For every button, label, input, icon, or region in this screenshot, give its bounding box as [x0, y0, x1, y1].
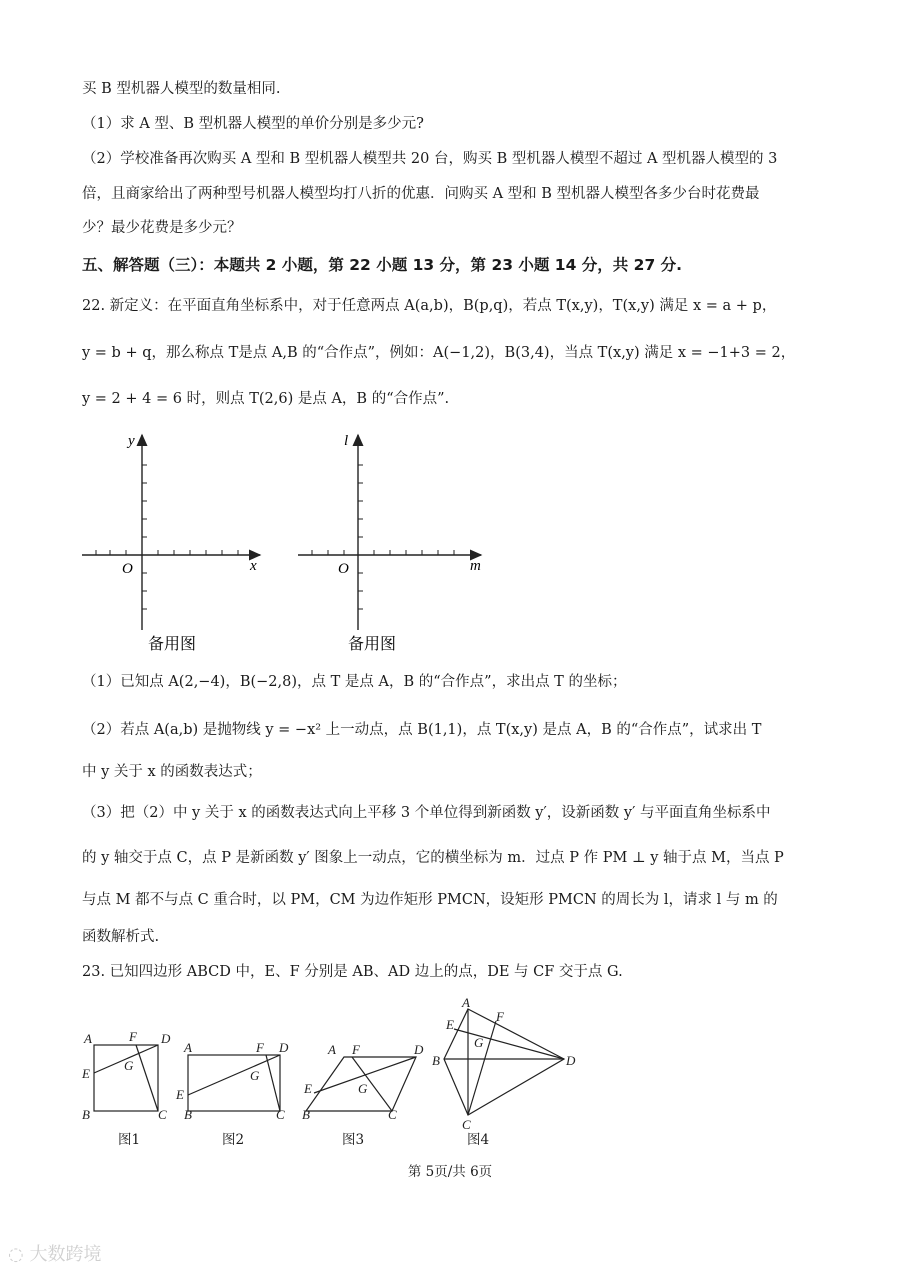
- watermark-logo: [8, 1240, 101, 1266]
- question-21-part-2-line-2: 倍，且商家给出了两种型号机器人模型均打八折的优惠．问购买 A 型和 B 型机器人模型各多少台时花费最: [82, 186, 760, 202]
- fig1-label-E: E: [82, 1066, 90, 1081]
- watermark-text: 大数跨境: [29, 1244, 102, 1265]
- fig3-label-F: F: [352, 1042, 360, 1057]
- fig2-label-A: A: [184, 1040, 192, 1055]
- fig2-label-F: F: [256, 1040, 264, 1055]
- figure-3-caption: 图3: [342, 1132, 365, 1148]
- fig4-label-D: D: [566, 1053, 576, 1068]
- graph-2: [298, 433, 481, 653]
- question-22-part-1: （1）已知点 A(2,−4)，B(−2,8)，点 T 是点 A，B 的“合作点”，求出点 T 的坐标；: [82, 674, 627, 690]
- graph-2-vertical-label: l: [344, 433, 349, 449]
- fig4-label-B: B: [432, 1053, 440, 1068]
- fig3-label-G: G: [358, 1081, 368, 1096]
- question-22-line-1: 22. 新定义：在平面直角坐标系中，对于任意两点 A(a,b)，B(p,q)，若点 T(x,y)，T(x,y) 满足 x = a + p，: [82, 298, 777, 314]
- fig1-label-C: C: [158, 1107, 167, 1122]
- graph-1-caption: 备用图: [148, 636, 197, 653]
- graph-2-origin: O: [338, 561, 349, 577]
- question-22-part-3-line-1: （3）把（2）中 y 关于 x 的函数表达式向上平移 3 个单位得到新函数 y′，设新函数 y′ 与平面直角坐标系中: [82, 805, 771, 821]
- question-21-part-2-line-1: （2）学校准备再次购买 A 型和 B 型机器人模型共 20 台，购买 B 型机器人模型不超过 A 型机器人模型的 3: [82, 151, 778, 167]
- question-23-stem: 23. 已知四边形 ABCD 中，E、F 分别是 AB、AD 边上的点，DE 与 CF 交于点 G.: [82, 964, 623, 980]
- graph-2-caption: 备用图: [348, 636, 397, 653]
- quadrilateral-figures: [76, 995, 596, 1150]
- figure-2: [188, 1055, 280, 1111]
- question-21-part-2-line-3: 少？最少花费是多少元？: [82, 220, 242, 236]
- fig2-label-B: B: [184, 1107, 192, 1122]
- question-21-part-1: （1）求 A 型、B 型机器人模型的单价分别是多少元?: [82, 116, 424, 132]
- fig4-label-F: F: [496, 1009, 504, 1024]
- question-22-part-2-line-2: 中 y 关于 x 的函数表达式；: [82, 764, 262, 780]
- question-22-part-3-line-4: 函数解析式.: [82, 929, 160, 945]
- blank-coordinate-graphs: [78, 425, 498, 665]
- graph-1-origin: O: [122, 561, 133, 577]
- fig4-label-C: C: [462, 1117, 471, 1132]
- question-22-part-3-line-2: 的 y 轴交于点 C，点 P 是新函数 y′ 图象上一动点，它的横坐标为 m．过点 P 作 PM ⊥ y 轴于点 M，当点 P: [82, 850, 784, 866]
- question-22-line-3: y = 2 + 4 = 6 时，则点 T(2,6) 是点 A，B 的“合作点”.: [82, 391, 450, 407]
- graph-1-y-label: y: [128, 433, 135, 449]
- fig2-label-E: E: [176, 1087, 184, 1102]
- page-footer: 第 5页/共 6页: [407, 1164, 493, 1180]
- fig2-label-C: C: [276, 1107, 285, 1122]
- fig1-label-B: B: [82, 1107, 90, 1122]
- fig3-label-E: E: [304, 1081, 312, 1096]
- graph-1-x-label: x: [250, 558, 257, 574]
- fig2-label-G: G: [250, 1068, 260, 1083]
- fig4-label-E: E: [446, 1017, 454, 1032]
- fig3-label-C: C: [388, 1107, 397, 1122]
- fig1-label-G: G: [124, 1058, 134, 1073]
- figure-4: [444, 1009, 564, 1115]
- question-22-part-3-line-3: 与点 M 都不与点 C 重合时，以 PM，CM 为边作矩形 PMCN，设矩形 PMCN 的周长为 l，请求 l 与 m 的: [82, 892, 778, 908]
- figure-1-caption: 图1: [118, 1132, 141, 1148]
- fig4-label-A: A: [462, 995, 470, 1010]
- figure-4-caption: 图4: [467, 1132, 490, 1148]
- graph-2-horizontal-label: m: [470, 558, 481, 574]
- figure-2-caption: 图2: [222, 1132, 245, 1148]
- graph-1: [82, 433, 260, 653]
- fig3-label-B: B: [302, 1107, 310, 1122]
- fig1-label-F: F: [129, 1029, 137, 1044]
- question-22-part-2-line-1: （2）若点 A(a,b) 是抛物线 y = −x² 上一动点，点 B(1,1)，点 T(x,y) 是点 A，B 的“合作点”，试求出 T: [82, 722, 762, 738]
- fig1-label-A: A: [84, 1031, 92, 1046]
- fig3-label-A: A: [328, 1042, 336, 1057]
- question-22-line-2: y = b + q，那么称点 T是点 A,B 的“合作点”，例如：A(−1,2)，B(3,4)，当点 T(x,y) 满足 x = −1+3 = 2，: [82, 345, 796, 361]
- fig4-label-G: G: [474, 1035, 484, 1050]
- watermark-icon: ◌: [8, 1244, 24, 1265]
- fig1-label-D: D: [161, 1031, 171, 1046]
- text-line-1: 买 B 型机器人模型的数量相同.: [82, 81, 281, 97]
- fig3-label-D: D: [414, 1042, 424, 1057]
- figure-1: [94, 1045, 158, 1111]
- section-heading: 五、解答题（三）：本题共 2 小题，第 22 小题 13 分，第 23 小题 14 分，共 27 分.: [82, 256, 683, 274]
- fig2-label-D: D: [279, 1040, 289, 1055]
